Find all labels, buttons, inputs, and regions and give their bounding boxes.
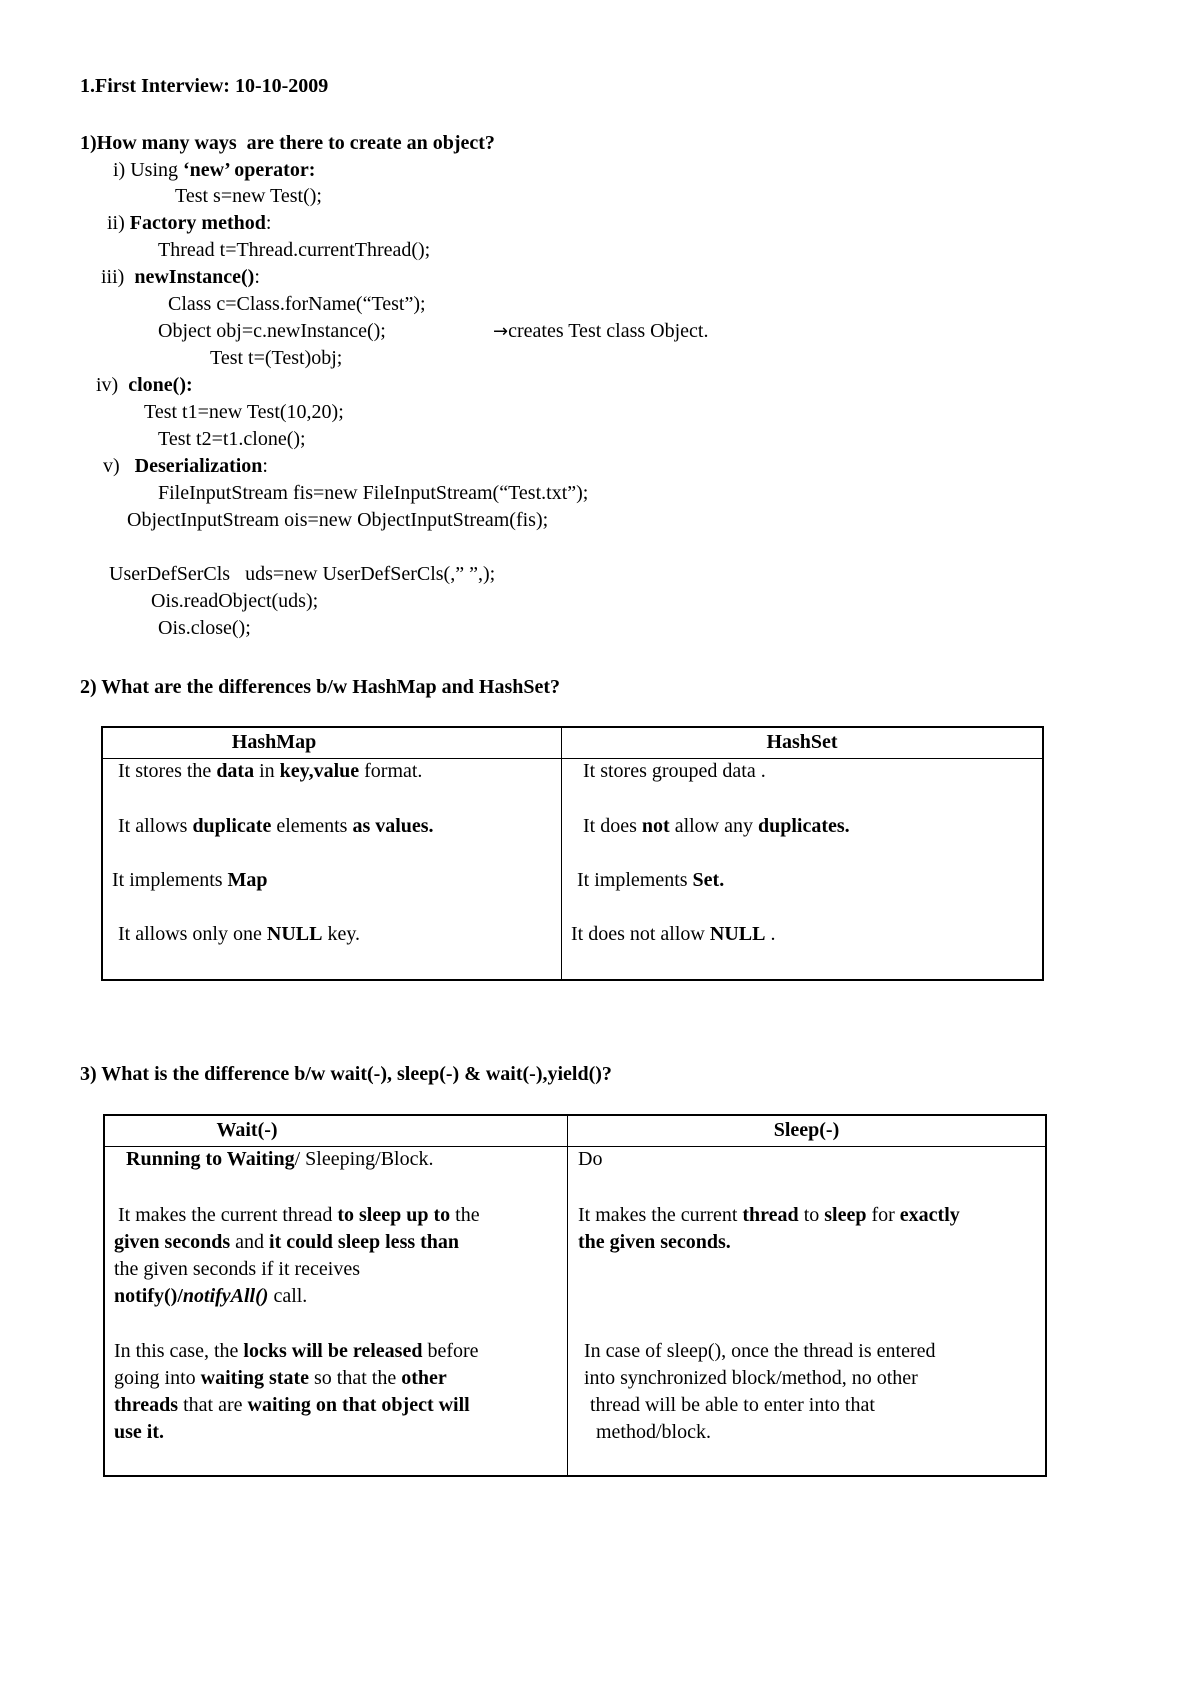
q1-item-iii-code-3: Test t=(Test)obj; [210, 347, 343, 369]
hashmap-row-3: It implements Map [112, 869, 268, 891]
hashmap-row-2: It allows duplicate elements as values. [118, 815, 434, 837]
question-3: 3) What is the difference b/w wait(-), sleep(-) & wait(-),yield()? [80, 1063, 612, 1085]
q1-item-v-code-2: ObjectInputStream ois=new ObjectInputStream(fis); [127, 509, 549, 531]
q1-item-iii-code-1: Class c=Class.forName(“Test”); [168, 293, 426, 315]
table-header-sleep: Sleep(-) [568, 1115, 1047, 1147]
sleep-column [568, 1147, 1047, 1477]
sleep-row-2-line-2: the given seconds. [578, 1231, 731, 1253]
table-header-wait: Wait(-) [104, 1115, 568, 1147]
sleep-row-2-line-1: It makes the current thread to sleep for exactly [578, 1204, 960, 1226]
q1-item-iv: iv) clone(): [96, 374, 193, 396]
q1-item-iii: iii) newInstance(): [101, 266, 260, 288]
sleep-row-3-line-2: into synchronized block/method, no other [584, 1367, 918, 1389]
q1-item-iv-code-1: Test t1=new Test(10,20); [144, 401, 344, 423]
question-1: 1)How many ways are there to create an object? [80, 132, 495, 154]
hashset-row-4: It does not allow NULL . [571, 923, 776, 945]
q1-item-v-code-1: FileInputStream fis=new FileInputStream(“Test.txt”); [158, 482, 589, 504]
wait-row-2-line-1: It makes the current thread to sleep up to the [118, 1204, 480, 1226]
hashset-row-3: It implements Set. [577, 869, 725, 891]
wait-row-3-line-1: In this case, the locks will be released before [114, 1340, 479, 1362]
q1-item-ii-code: Thread t=Thread.currentThread(); [158, 239, 431, 261]
sleep-row-1: Do [578, 1148, 603, 1170]
q1-item-iii-note: →creates Test class Object. [493, 320, 709, 342]
sleep-row-3-line-4: method/block. [596, 1421, 711, 1443]
q1-item-v: v) Deserialization: [103, 455, 268, 477]
q1-item-i-code: Test s=new Test(); [175, 185, 322, 207]
hashmap-row-1: It stores the data in key,value format. [118, 760, 423, 782]
q1-item-iv-code-2: Test t2=t1.clone(); [158, 428, 306, 450]
hashmap-row-4: It allows only one NULL key. [118, 923, 361, 945]
q1-item-i: i) Using ‘new’ operator: [113, 159, 316, 181]
question-2: 2) What are the differences b/w HashMap and HashSet? [80, 676, 561, 698]
wait-row-2-line-3: the given seconds if it receives [114, 1258, 361, 1280]
q1-item-v-code-4: Ois.readObject(uds); [151, 590, 319, 612]
wait-row-2-line-2: given seconds and it could sleep less than [114, 1231, 460, 1253]
hashmap-column [102, 759, 562, 981]
wait-sleep-table [103, 1114, 1047, 1477]
sleep-row-3-line-3: thread will be able to enter into that [590, 1394, 875, 1416]
wait-row-3-line-2: going into waiting state so that the other [114, 1367, 447, 1389]
table-header-hashmap: HashMap [102, 727, 562, 759]
wait-row-3-line-4: use it. [114, 1421, 164, 1443]
hashset-row-1: It stores grouped data . [583, 760, 766, 782]
q1-item-iii-code-2: Object obj=c.newInstance(); [158, 320, 386, 342]
sleep-row-3-line-1: In case of sleep(), once the thread is entered [584, 1340, 936, 1362]
right-arrow-icon: → [493, 321, 509, 342]
wait-row-2-line-4: notify()/notifyAll() call. [114, 1285, 308, 1307]
q1-item-v-code-3: UserDefSerCls uds=new UserDefSerCls(,” ”,); [109, 563, 496, 585]
hashmap-hashset-table [101, 726, 1044, 981]
wait-row-1: Running to Waiting/ Sleeping/Block. [126, 1148, 434, 1170]
wait-column [104, 1147, 568, 1477]
q1-item-ii: ii) Factory method: [107, 212, 272, 234]
page-heading: 1.First Interview: 10-10-2009 [80, 75, 329, 97]
hashset-column [562, 759, 1044, 981]
q1-item-v-code-5: Ois.close(); [158, 617, 251, 639]
table-header-hashset: HashSet [562, 727, 1044, 759]
hashset-row-2: It does not allow any duplicates. [583, 815, 850, 837]
wait-row-3-line-3: threads that are waiting on that object will [114, 1394, 470, 1416]
